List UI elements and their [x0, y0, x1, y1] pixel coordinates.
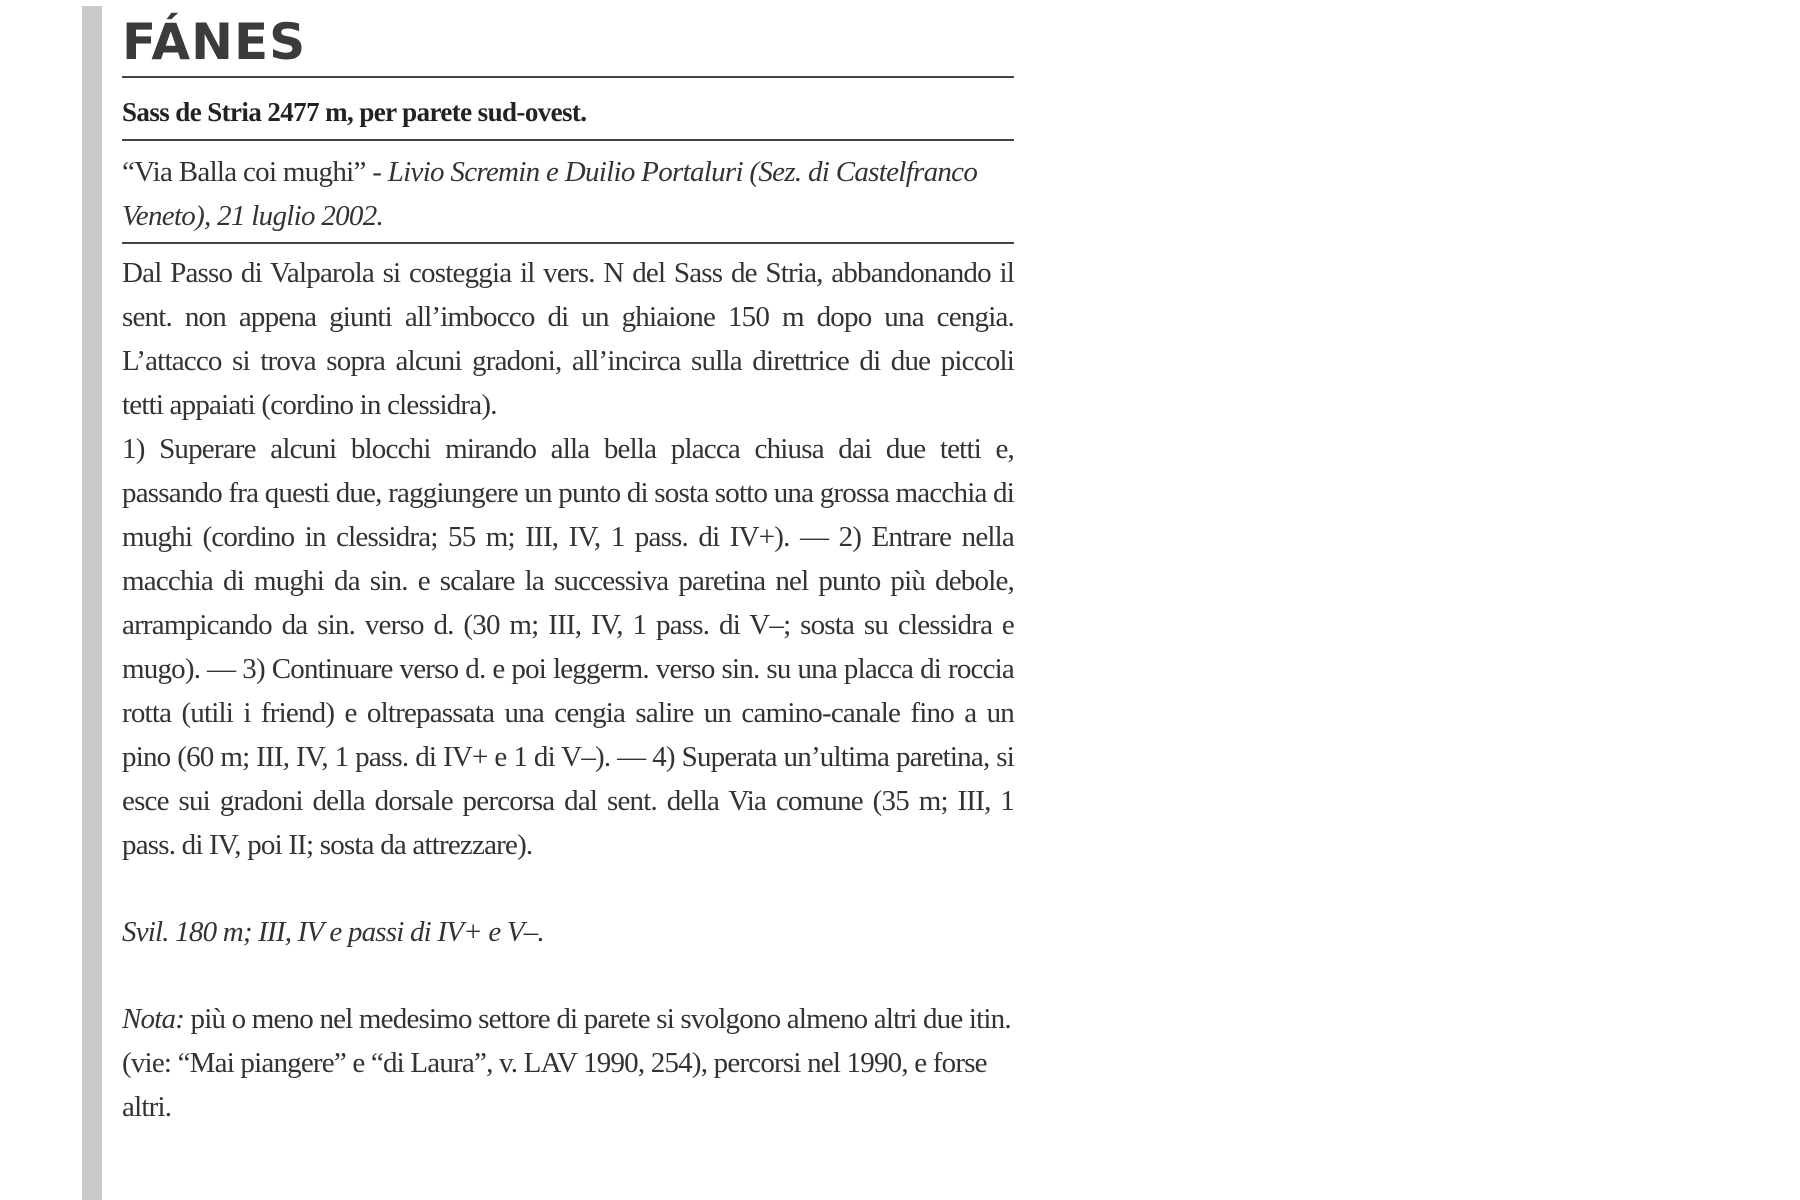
route-description: [122, 251, 1014, 867]
route-title: Sass de Stria 2477 m, per parete sud-ovest.: [122, 97, 587, 127]
route-note: [122, 997, 1014, 1129]
route-summary: Svil. 180 m; III, IV e passi di IV+ e V–.: [122, 916, 544, 948]
note-label: Nota:: [122, 1003, 185, 1035]
section-title: FÁNES: [122, 13, 307, 71]
page-margin-bar: [82, 6, 102, 1200]
route-authors: Livio Scremin e Duilio Portaluri (Sez. di Castelfranco Veneto), 21 luglio 2002.: [122, 156, 978, 232]
route-separator: -: [365, 156, 388, 188]
route-name: “Via Balla coi mughi”: [122, 156, 366, 188]
route-credits: [122, 150, 1014, 238]
divider-top: [122, 76, 1014, 78]
note-text: più o meno nel medesimo settore di parete si svolgono almeno altri due itin. (vie: “Mai piangere” e “di Laura”, v. LAV 1990, 254), percorsi nel 1990, e forse altri.: [122, 1003, 1011, 1123]
pitches-paragraph: 1) Superare alcuni blocchi mirando alla bella placca chiusa dai due tetti e, passando fra questi due, raggiungere un punto di sosta sotto una grossa macchia di mughi (cordino in clessidra; 55 m; III, IV, 1 pass. di IV+). — 2) Entrare nella macchia di mughi da sin. e scalare la successiva paretina nel punto più debole, arrampicando da sin. verso d. (30 m; III, IV, 1 pass. di V–; sosta su clessidra e mugo). — 3) Continuare verso d. e poi leggerm. verso sin. su una placca di roccia rotta (utili i friend) e oltrepassata una cengia salire un camino-canale fino a un pino (60 m; III, IV, 1 pass. di IV+ e 1 di V–). — 4) Superata un’ultima paretina, si esce sui gradoni della dorsale percorsa dal sent. della Via comune (35 m; III, 1 pass. di IV, poi II; sosta da attrezzare).: [122, 433, 1014, 861]
divider-body: [122, 242, 1014, 244]
divider-route: [122, 139, 1014, 141]
approach-paragraph: Dal Passo di Valparola si costeggia il vers. N del Sass de Stria, abbandonando il sent. non appena giunti all’imbocco di un ghiaione 150 m dopo una cengia. L’attacco si trova sopra alcuni gradoni, all’incirca sulla direttrice di due piccoli tetti appaiati (cordino in clessidra).: [122, 257, 1014, 421]
